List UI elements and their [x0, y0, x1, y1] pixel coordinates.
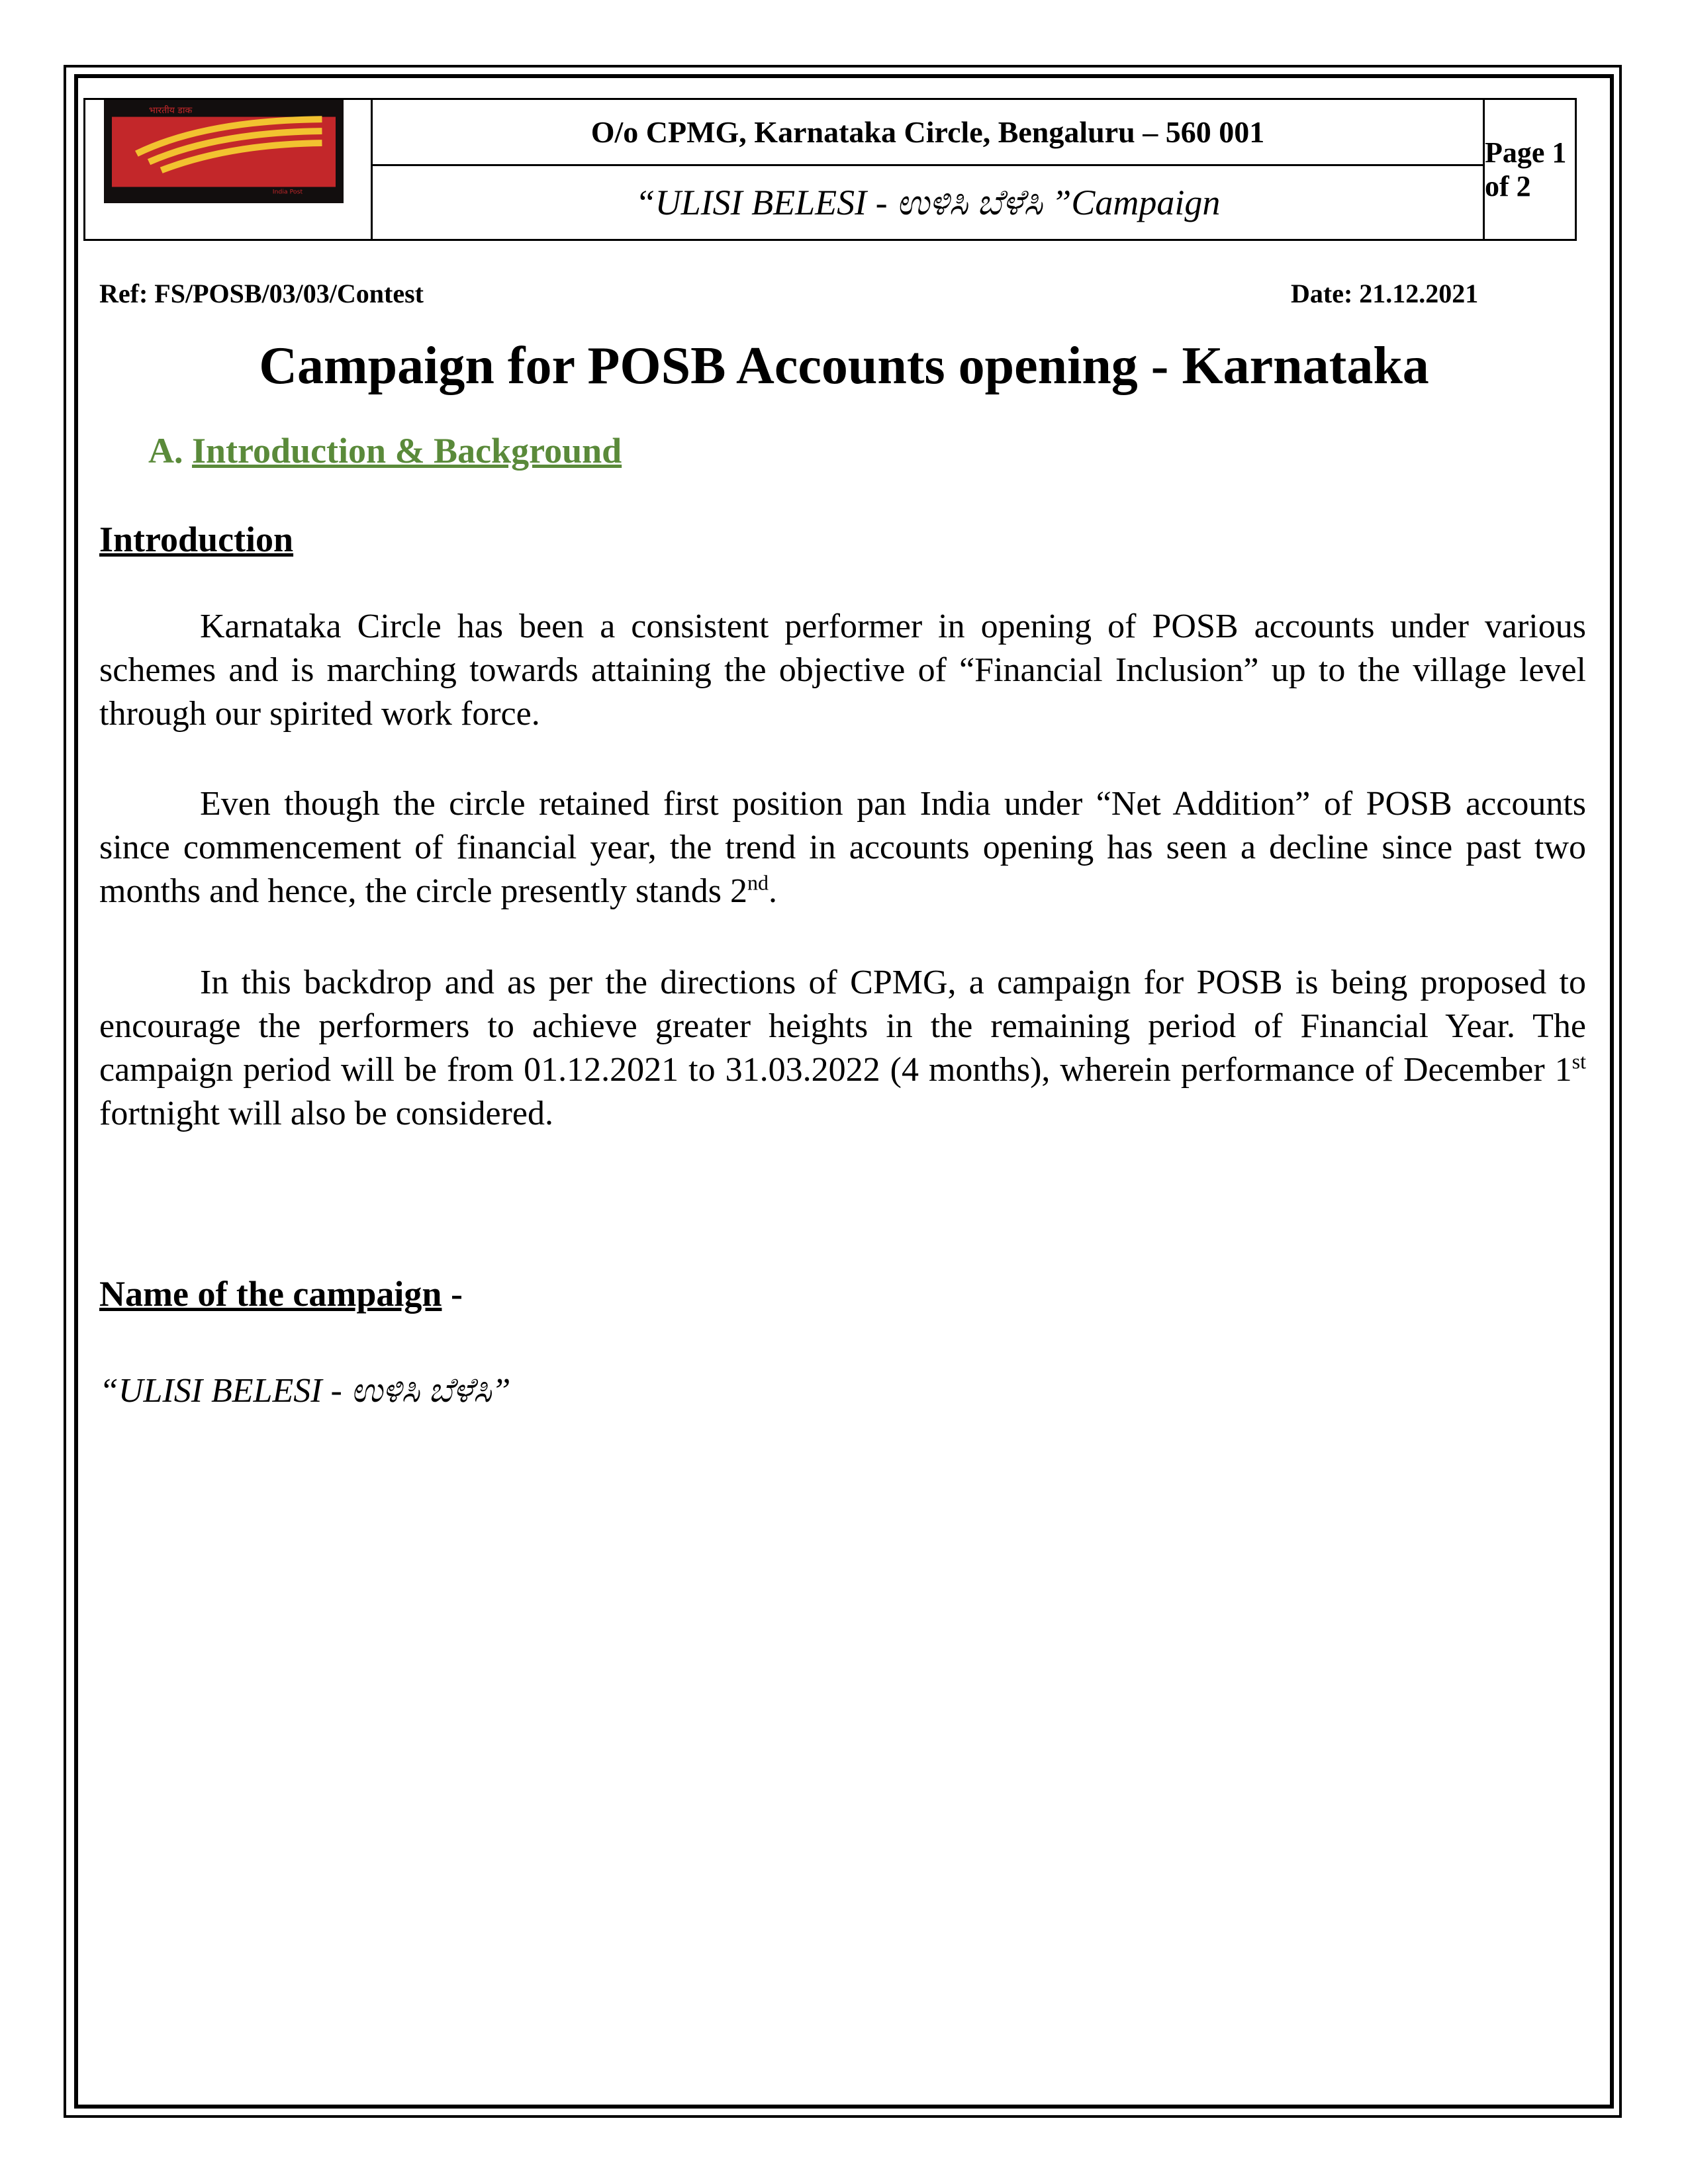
reference-number: Ref: FS/POSB/03/03/Contest [99, 279, 424, 308]
india-post-logo [104, 100, 344, 203]
office-address: O/o CPMG, Karnataka Circle, Bengaluru – 560 001 [373, 100, 1483, 166]
svg-text:भारतीय डाक: भारतीय डाक [149, 105, 193, 116]
section-marker: A. [148, 431, 183, 471]
letterhead-center-cell [373, 100, 1485, 239]
section-heading-a [148, 430, 622, 471]
india-post-emblem-icon [112, 103, 336, 195]
introduction-heading: Introduction [99, 520, 294, 559]
section-heading-text: Introduction & Background [192, 431, 622, 471]
paragraph-1: Karnataka Circle has been a consistent performer in opening of POSB accounts under various schemes and is marching towards attaining the objective of “Financial Inclusion” up to the village level through our spirited work force. [99, 608, 1586, 733]
document-title: Campaign for POSB Accounts opening - Karnataka [259, 337, 1429, 395]
campaign-header-text: “ULISI BELESI - ಉಳಿಸಿ ಬೆಳೆಸಿ ”Campaign [635, 182, 1221, 222]
page-number: Page 1 of 2 [1485, 136, 1567, 203]
logo-cell [85, 100, 373, 239]
letterhead-table [83, 98, 1577, 241]
campaign-name-heading: Name of the campaign - [99, 1274, 463, 1314]
paragraph-3: In this backdrop and as per the directions of CPMG, a campaign for POSB is being proposed to encourage the performers to achieve greater heights in the remaining period of Financial Year. The campaign period will be from 01.12.2021 to 31.03.2022 (4 months), wherein performance of December 1st fortnight will also be considered. [99, 964, 1586, 1132]
campaign-name: “ULISI BELESI - ಉಳಿಸಿ ಬೆಳೆಸಿ” [99, 1372, 511, 1410]
campaign-header-line [373, 166, 1483, 239]
svg-text:India Post: India Post [272, 189, 303, 195]
document-date: Date: 21.12.2021 [1291, 279, 1479, 308]
paragraph-2: Even though the circle retained first position pan India under “Net Addition” of POSB accounts since commencement of financial year, the trend in accounts opening has seen a decline since past two months and hence, the circle presently stands 2nd. [99, 785, 1586, 910]
